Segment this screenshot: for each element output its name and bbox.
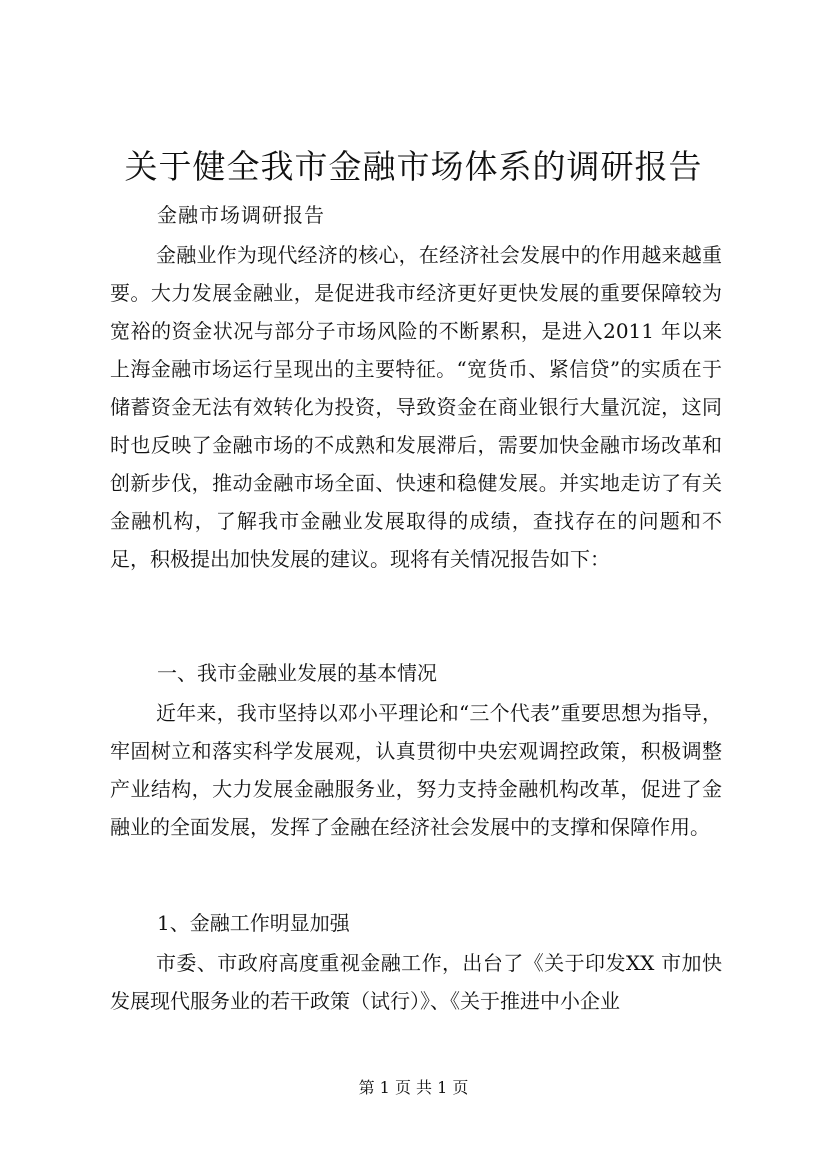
section-heading-2: 1、金融工作明显加强 (157, 911, 350, 935)
paragraph-intro: 金融业作为现代经济的核心，在经济社会发展中的作用越来越重要。大力发展金融业，是促进我市经济更好更快发展的重要保障较为宽裕的资金状况与部分子市场风险的不断累积，是进入2011 年以来上海金融市场运行呈现出的主要特征。“宽货币、紧信贷”的实质在于储蓄资金无法有效转化为投资，导致资金在商业银行大量沉淀，这同时也反映了金融市场的不成熟和发展滞后，需要加快金融市场改革和创新步伐，推动金融市场全面、快速和稳健发展。并实地走访了有关金融机构，了解我市金融业发展取得的成绩，查找存在的问题和不足，积极提出加快发展的建议。现将有关情况报告如下： (110, 243, 722, 571)
document-title: 关于健全我市金融市场体系的调研报告 (124, 147, 703, 186)
section-heading-1: 一、我市金融业发展的基本情况 (157, 661, 437, 685)
paragraph-basic-situation: 近年来，我市坚持以邓小平理论和“三个代表”重要思想为指导，牢固树立和落实科学发展观，认真贯彻中央宏观调控政策，积极调整产业结构，大力发展金融服务业，努力支持金融机构改革，促进了金融业的全面发展，发挥了金融在经济社会发展中的支撑和保障作用。 (110, 701, 722, 839)
page-footer: 第 1 页 共 1 页 (358, 1078, 469, 1097)
paragraph-finance-work: 市委、市政府高度重视金融工作，出台了《关于印发XX 市加快发展现代服务业的若干政策（试行）》、《关于推进中小企业 (110, 951, 722, 1013)
document-subtitle: 金融市场调研报告 (157, 203, 325, 227)
